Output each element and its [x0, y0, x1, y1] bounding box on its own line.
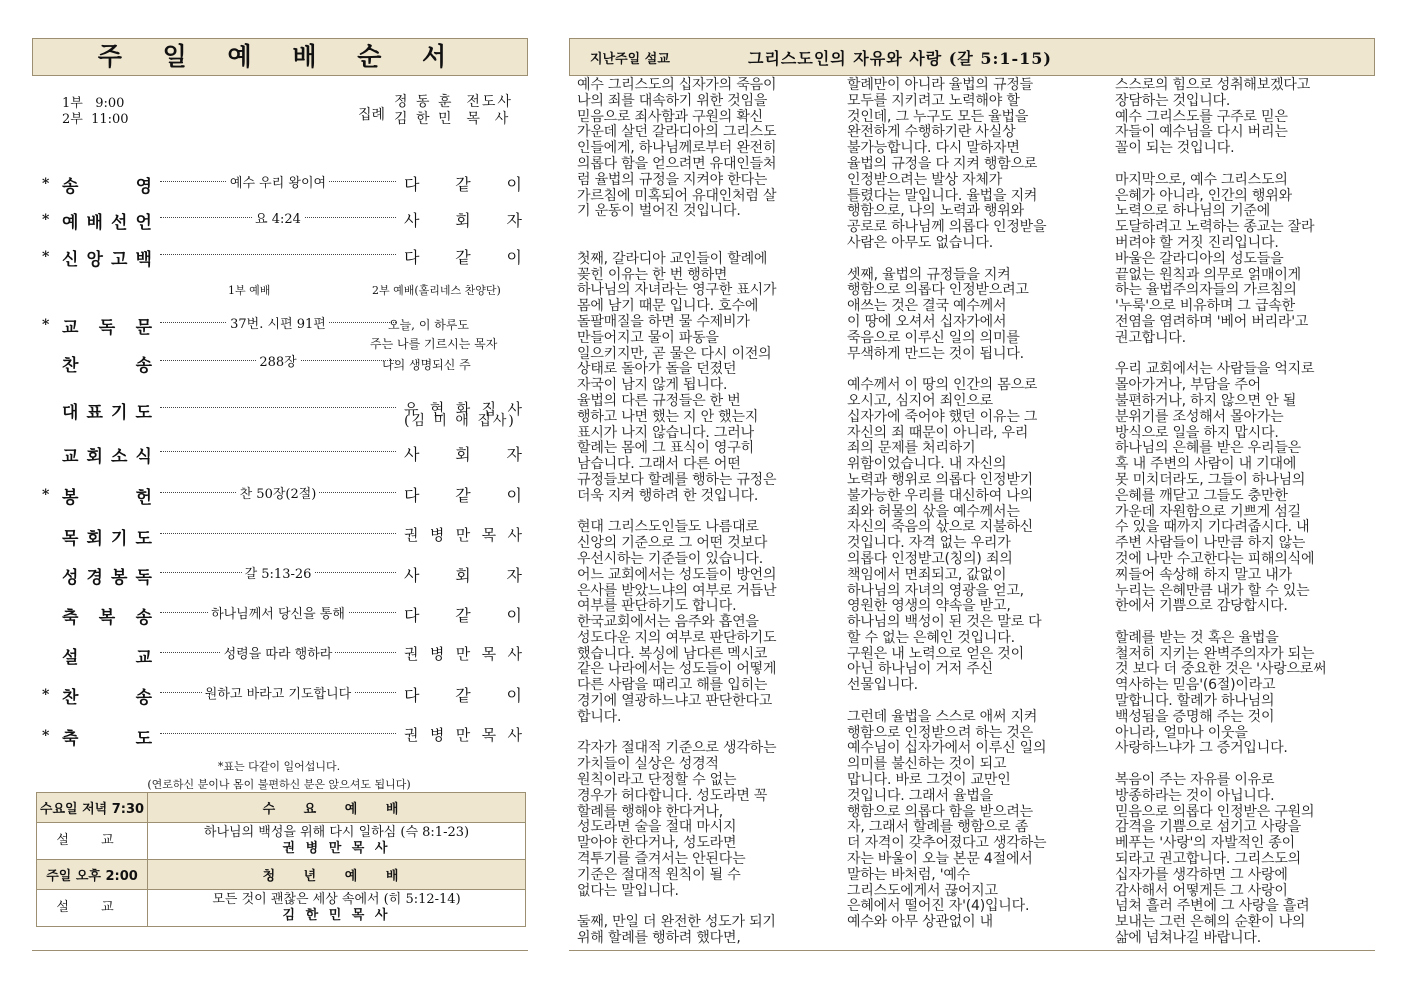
leader-name-1: 정 동 훈 전도사: [394, 94, 513, 110]
order-leader: 권 병 만 목 사: [404, 726, 522, 744]
leader-name-2: 김 한 민 목 사: [394, 111, 511, 127]
service-times: [62, 96, 129, 128]
sermon-header: [569, 38, 1375, 76]
order-item: [32, 641, 526, 667]
order-content-wrap: [160, 351, 396, 370]
hymn-2-b: 주는 나를 기르시는 목자: [370, 337, 498, 351]
sermon-panel: [569, 38, 1375, 950]
order-label: 신 앙 고 백: [62, 250, 154, 270]
order-item: [32, 601, 526, 627]
sermon-title: 그리스도인의 자유와 사랑 (갈 5:1-15): [748, 49, 1052, 68]
other-services-table: [36, 792, 526, 927]
stand-marker: *: [42, 176, 50, 192]
order-content-wrap: [160, 563, 396, 582]
worship-order-title: 주 일 예 배 순 서: [32, 38, 528, 76]
order-label: 목 회 기 도: [62, 529, 154, 549]
bottom-rule-left: [32, 950, 528, 951]
wednesday-sermon-label: 설 교: [37, 823, 148, 860]
order-content: 성령을 따라 행하라: [221, 647, 336, 662]
order-leader: 다 같 이: [404, 175, 522, 194]
wednesday-sermon: [148, 823, 526, 860]
order-content-wrap: [160, 603, 396, 622]
order-content: 288장: [256, 355, 299, 370]
prayer-alt: (김 미 애 집사): [404, 413, 516, 429]
stand-marker: *: [42, 317, 50, 333]
note-sit: (연로하신 분이나 몸이 불편하신 분은 앉으셔도 됩니다): [147, 778, 411, 791]
order-item: [32, 243, 526, 269]
order-label: 교 회 소 식: [62, 447, 154, 467]
stand-marker: *: [42, 249, 50, 265]
order-label: 찬 송: [62, 356, 154, 376]
order-item: [32, 481, 526, 507]
leader-label: 집례: [358, 107, 386, 123]
order-leader: 사 회 자: [404, 566, 522, 585]
order-content: 하나님께서 당신을 통해: [208, 607, 348, 622]
dotted-leader: [160, 733, 396, 734]
order-content-wrap: [160, 208, 396, 227]
sermon-column-3: 스스로의 힘으로 성취해보겠다고 장담하는 것입니다. 예수 그리스도를 구주로 믿은 자들이 예수님을 다시 버리는 꼴이 되는 것입니다. 마지막으로, 예수 그리스도의 은혜가 아니라, 인간의 행위와 노력으로 하나님의 기준에 도달하려고 노력하는 종교는 잘라 버려야 할 거짓 진리입니다. 바울은 갈라디아의 성도들을 끝없는 원칙과 의무로 얽매이게 하는 율법주의자들의 가르침의 '누룩'으로 비유하며 그 급속한 전염을 염려하며 '베어 버리라'고 권고합니다. 우리 교회에서는 사람들을 억지로 몰아가거나, 부담을 주어 불편하거나, 하지 않으면 안 될 분위기를 조성해서 몰아가는 방식으로 일을 하지 맙시다. 하나님의 은혜를 받은 우리들은 혹 내 주변의 사람이 내 기대에 못 미치더라도, 그들이 하나님의 은혜를 깨닫고 그들도 충만한 가운데 자원함으로 기쁘게 섬길 수 있을 때까지 기다려줍시다. 내 주변 사람들이 나만큼 하지 않는 것에 나만 수고한다는 피해의식에 찌들어 속상해 하지 말고 내가 누리는 은혜만큼 내가 할 수 있는 한에서 기쁨으로 감당합시다. 할례를 받는 것 혹은 율법을 철저히 지키는 완벽주의자가 되는 것 보다 더 중요한 것은 '사랑으로써 역사하는 믿음'(6절)이라고 말합니다. 할례가 하나님의 백성됨을 증명해 주는 것이 아니라, 얼마나 이웃을 사랑하느냐가 그 증거입니다. 복음이 주는 자유를 이유로 방종하라는 것이 아닙니다. 믿음으로 의롭다 인정받은 구원의 감격을 기쁨으로 섬기고 사랑을 베푸는 '사랑'의 자발적인 종이 되라고 권고합니다. 그리스도의 십자가를 생각하면 그 사랑에 감사해서 어떻게든 그 사랑이 넘쳐 흘러 주변에 그 사랑을 흘려 보내는 그런 은혜의 순환이 나의 삶에 넘쳐나길 바랍니다.: [1115, 77, 1327, 947]
order-content-wrap: [160, 172, 396, 191]
order-label: 송 영: [62, 177, 154, 197]
order-item: [32, 722, 526, 748]
note-stand: *표는 다같이 일어섭니다.: [217, 760, 341, 773]
dotted-leader: [160, 451, 396, 452]
youth-sermon-title: 모든 것이 괜찮은 세상 속에서 (히 5:12-14): [212, 892, 461, 907]
order-leader: 사 회 자: [404, 211, 522, 230]
order-leader: 사 회 자: [404, 445, 522, 464]
service-2-label: 2부 예배(홀리네스 찬양단): [372, 284, 501, 297]
order-content-wrap: [160, 313, 396, 332]
service-1-label: 1부 예배: [228, 284, 271, 297]
youth-time: 주일 오후 2:00: [37, 860, 148, 890]
leader-names: [394, 94, 513, 128]
hymn-2-c: 나의 생명되신 주: [382, 358, 471, 372]
order-content: 찬 50장(2절): [237, 487, 320, 502]
order-label: 찬 송: [62, 688, 154, 708]
order-label: 예 배 선 언: [62, 213, 154, 233]
order-item: [32, 522, 526, 548]
order-leader: 유 현 화 집 사: [404, 400, 522, 418]
order-content: 갈 5:13-26: [242, 567, 315, 582]
order-content: 원하고 바라고 기도합니다: [202, 687, 354, 702]
wednesday-time: 수요일 저녁 7:30: [37, 793, 148, 823]
stand-marker: *: [42, 212, 50, 228]
order-content: 요 4:24: [252, 212, 304, 227]
order-item: [32, 681, 526, 707]
bottom-rule-right: [569, 950, 1375, 951]
order-leader: 권 병 만 목 사: [404, 645, 522, 663]
order-content: 37번. 시편 91편: [227, 317, 329, 332]
stand-marker: *: [42, 687, 50, 703]
youth-preacher: 김 한 민 목 사: [282, 908, 391, 923]
sermon-tag: 지난주일 설교: [590, 52, 670, 67]
order-item: [32, 206, 526, 232]
stand-marker: *: [42, 487, 50, 503]
youth-sermon: [148, 890, 526, 927]
order-label: 봉 헌: [62, 488, 154, 508]
order-label: 축 복 송: [62, 608, 154, 628]
dotted-leader: [160, 533, 396, 534]
order-label: 축 도: [62, 729, 154, 749]
time-2: 2부 11:00: [62, 112, 129, 127]
stand-marker: *: [42, 728, 50, 744]
order-label: 교 독 문: [62, 318, 154, 338]
wednesday-sermon-title: 하나님의 백성을 위해 다시 일하심 (슥 8:1-23): [203, 825, 470, 840]
order-label: 설 교: [62, 648, 154, 668]
worship-order-panel: [32, 38, 528, 950]
order-leader: 다 같 이: [404, 606, 522, 625]
order-item: [32, 440, 526, 466]
order-label: 대 표 기 도: [62, 403, 154, 423]
order-leader: 권 병 만 목 사: [404, 526, 522, 544]
order-item: [32, 170, 526, 196]
order-leader: 다 같 이: [404, 686, 522, 705]
dotted-leader: [160, 407, 396, 408]
order-content-wrap: [160, 683, 396, 702]
sermon-column-2: 할례만이 아니라 율법의 규정들 모두를 지키려고 노력해야 할 것인데, 그 누구도 모든 율법을 완전하게 수행하기란 사실상 불가능합니다. 다시 말하자면 율법의 규정을 다 지켜 행함으로 인정받으려는 발상 자체가 틀렸다는 말입니다. 율법을 지켜 행함으로, 나의 노력과 행위와 공로로 하나님께 의롭다 인정받을 사람은 아무도 없습니다. 셋째, 율법의 규정들을 지켜 행함으로 의롭다 인정받으려고 애쓰는 것은 결국 예수께서 이 땅에 오셔서 십자가에서 죽음으로 이루신 일의 의미를 무색하게 만드는 것이 됩니다. 예수께서 이 땅의 인간의 몸으로 오시고, 심지어 죄인으로 십자가에 죽어야 했던 이유는 그 자신의 죄 때문이 아니라, 우리 죄의 문제를 처리하기 위함이었습니다. 내 자신의 노력과 행위로 의롭다 인정받기 불가능한 우리를 대신하여 나의 죄와 허물의 삯을 예수께서는 자신의 죽음의 삯으로 지불하신 것입니다. 자격 없는 우리가 의롭다 인정받고(칭의) 죄의 책임에서 면죄되고, 값없이 하나님의 자녀의 영광을 얻고, 영원한 영생의 약속을 받고, 하나님의 백성이 된 것은 말로 다 할 수 없는 은혜인 것입니다. 구원은 내 노력으로 얻은 것이 아닌 하나님이 거저 주신 선물입니다. 그런데 율법을 스스로 애써 지켜 행함으로 인정받으려 하는 것은 예수님이 십자가에서 이루신 일의 의미를 불신하는 것이 되고 맙니다. 바로 그것이 교만인 것입니다. 그래서 율법을 행함으로 의롭다 함을 받으려는 자, 그래서 할례를 행함으로 좀 더 자격이 갖추어졌다고 생각하는 자는 바울이 오늘 본문 4절에서 말하는 바처럼, '예수 그리스도에게서 끊어지고 은혜에서 떨어진 자'(4)입니다. 예수와 아무 상관없이 내: [847, 77, 1047, 931]
youth-title: 청 년 예 배: [148, 860, 526, 890]
dotted-leader: [160, 254, 396, 255]
order-item: [32, 561, 526, 587]
order-content-wrap: [160, 483, 396, 502]
order-leader: 다 같 이: [404, 248, 522, 267]
order-content: 예수 우리 왕이여: [227, 176, 329, 191]
order-leader: 다 같 이: [404, 486, 522, 505]
youth-sermon-label: 설 교: [37, 890, 148, 927]
order-label: 성 경 봉 독: [62, 568, 154, 588]
wednesday-preacher: 권 병 만 목 사: [282, 841, 391, 856]
hymn-2-a: 오늘, 이 하루도: [388, 318, 469, 332]
sermon-column-1: 예수 그리스도의 십자가의 죽음이 나의 죄를 대속하기 위한 것임을 믿음으로 죄사함과 구원의 확신 가운데 살던 갈라디아의 그리스도 인들에게, 하나님께로부터 완전히 의롭다 함을 얻으려면 유대인들처 럼 율법의 규정을 지켜야 한다는 가르침에 미혹되어 유대인처럼 살 기 운동이 벌어진 것입니다. 첫째, 갈라디아 교인들이 할례에 꽂힌 이유는 한 번 행하면 하나님의 자녀라는 영구한 표시가 몸에 남기 때문 입니다. 호수에 돌팔매질을 하면 물 수제비가 만들어지고 물이 파동을 일으키지만, 곧 물은 다시 이전의 상태로 돌아가 돌을 던졌던 자국이 남지 않게 됩니다. 율법의 다른 규정들은 한 번 행하고 나면 했는 지 안 했는지 표시가 나지 않습니다. 그러나 할례는 몸에 그 표식이 영구히 남습니다. 그래서 다른 어떤 규정들보다 할례를 행하는 규정은 더욱 지켜 행하려 한 것입니다. 현대 그리스도인들도 나름대로 신앙의 기준으로 그 어떤 것보다 우선시하는 기준들이 있습니다. 어느 교회에서는 성도들이 방언의 은사를 받았느냐의 여부로 거듭난 여부를 판단하기도 합니다. 한국교회에서는 음주와 흡연을 성도다운 지의 여부로 판단하기도 했습니다. 복싱에 남다른 멕시코 같은 나라에서는 성도들이 어떻게 다른 사람을 때리고 해를 입히는 경기에 열광하느냐고 판단한다고 합니다. 각자가 절대적 기준으로 생각하는 가치들이 실상은 성경적 원칙이라고 단정할 수 없는 경우가 허다합니다. 성도라면 꼭 할례를 행해야 한다거나, 성도라면 술을 절대 마시지 말아야 한다거나, 성도라면 격투기를 즐겨서는 안된다는 기준은 절대적 원칙이 될 수 없다는 말입니다. 둘째, 만일 더 완전한 성도가 되기 위해 할례를 행하려 했다면,: [577, 77, 777, 947]
time-1: 1부 9:00: [62, 96, 125, 111]
order-content-wrap: [160, 643, 396, 662]
wednesday-title: 수 요 예 배: [148, 793, 526, 823]
